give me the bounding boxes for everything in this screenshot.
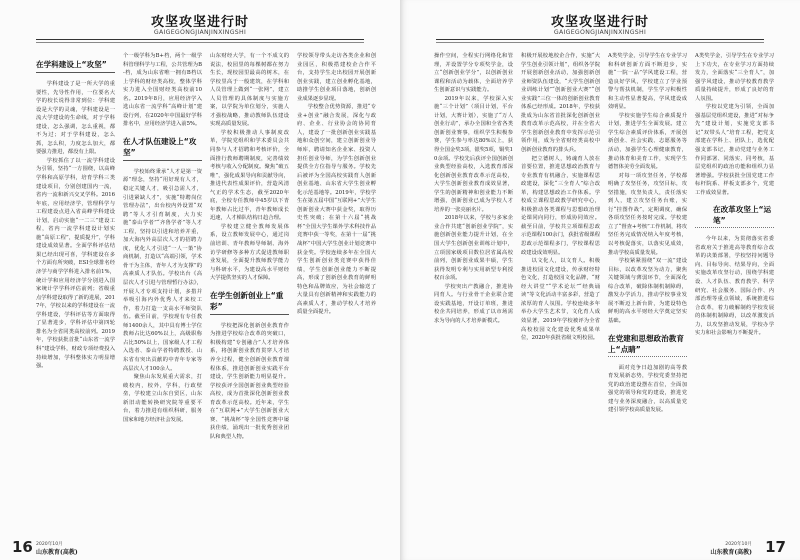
page-number: 17 <box>765 538 786 556</box>
column-4 <box>297 52 376 522</box>
page-header <box>0 8 400 50</box>
column-2 <box>123 52 202 522</box>
body-paragraph: 今年以来，为贯彻落实省委省政府关于推进高等教育综合改革的决策部署，学校坚持问题导向、目标导向、结果导向，全面实施改革攻坚行动，围绕学科建设、人才队伍、教育教学、科学研究、社会服务、国际合作、内部治理等重点领域，系统推进综合改革，着力破解制约学校发展的体制机制障碍，以改革激发活力，以攻坚推动发展，学校办学实力和社会影响力不断提升。 <box>695 236 774 337</box>
body-paragraph: 学校把深化创新创业教育作为推进学校综合改革的突破口，积极构建“专创融合”人才培养体系，将创新创业教育贯穿人才培养全过程，健全创新创业教育课程体系，推进创新创业实践平台建设，学生创新能力明显提升。学校获评全国创新创业典型经验高校，成为首批深化创新创业教育改革示范高校。近年来，学生在“互联网+”大学生创新创业大赛、“挑战杯”等全国性竞赛中屡获佳绩，涌现出一批优秀创业团队和典型人物。 <box>210 322 289 440</box>
body-paragraph: 学校紧紧围绕“双一流”建设目标，以改革攻坚为动力，聚焦关键领域与薄弱环节，全面深化综合改革，破除体制机制障碍，激发办学活力，推动学校事业发展不断迈上新台阶，为建设特色鲜明的高水平财经大学奠定坚实基础。 <box>608 258 687 324</box>
body-paragraph: 操作空间，全程实行网络化和管理，并设置学分专项奖学金，设立“创新创业学分”，以创新创业课程和活动为载体，全面培养学生创新意识与实践能力。 <box>434 53 513 94</box>
header-rule-thin <box>36 42 364 43</box>
running-header-pinyin: GAIGEGONGJIANJINXINGSHI <box>153 29 247 36</box>
body-paragraph: 学校以党建为引领，全面加强基层党组织建设，推进“对标争先”建设计划，实施党支部书记“双带头人”培育工程，把党支部建在学科上、团队上，选优配强支部书记，推动党建与业务工作同部署、同落实、同考核，基层党组织的政治功能和组织力显著增强。学校获批全国党建工作标杆院系、样板支部多个，党建工作成效显著。 <box>695 104 774 196</box>
article-columns <box>36 52 376 522</box>
column-4 <box>695 52 774 522</box>
body-paragraph: 学校抓住了以一流学科建设为引领，坚持“一方围绕，以高峰学科和高原学科，培育学科三类建设项目，分别创建国内一流，省内一流和新兴交叉学科。2016年底，应用经济学，管理科学与工程建设点进入省高峰学科建设计划，启动实施“一二三”建设工程，省内一流学科建设计划实施“高原工程”，提质提升”，学科建设成效显著。全面学科评估结果已经出现可喜，学科建设在多个方面有所突破，ESI全球排名经济学与商学学科进入排名前1%，统计学和应用经济学分别进入国家统计学学科评估前列；省级重点学科建设取得了新的进展，2017年，学校以来的学科建设在一流学科建设，学科评估等方面取得了显著进步，学科评估中第四轮排名为全省同类高校前列。2019年，学校获批首批“山东省一流学科”建设学科，财政专项经费投入持续增加，学科整体实力明显增强。 <box>36 157 115 370</box>
body-paragraph: 学校突出产教融合，推进协同育人。与行业骨干企业联合建设实践基地，开设订单班，推进校企共同培养，形成了以市场需求为导向的人才培养新模式。 <box>434 283 513 324</box>
column-3 <box>210 52 289 522</box>
section-heading-block <box>36 59 115 73</box>
section-heading: 在改革攻坚上“运笔” <box>713 205 772 226</box>
right-page <box>400 0 800 560</box>
body-paragraph: 学校整合优势资源，推进“专业+创业”融合发展，深化与政府、企业、行业协会的协同育人，建设了一批创新创业实践基地和众创空间，建立创新创业导师库，聘请知名企业家、投资人担任创业导师，为学生创新创业提供全方位指导与服务。学校先后被评为全国高校实践育人创新创业基地、山东省大学生创业孵化示范基地等。2019年，学校学生在第五届中国“互联网+”大学生创新创业大赛中获金奖，取得历史性突破；在第十六届“挑战杯”全国大学生课外学术科技作品竞赛中获一等奖，在第十一届“挑战杯”中国大学生创业计划竞赛中获金奖。学校连续多年在全国大学生创新创业类竞赛中获得佳绩，学生创新创业能力不断提高，形成了创新创业教育的鲜明特色和品牌效应，为社会输送了大量具有创新精神和实践能力的高素质人才，推动学校人才培养质量全面提升。 <box>297 104 376 316</box>
section-heading: 在学生创新创业上“重彩” <box>210 290 284 311</box>
body-paragraph: 山东财经大学，有一个不成文的说法，校园里的每棵树都在努力生长，现校园里最高的树木，在学校里高于一般建筑，在学科和人员管理上做到“一张网”，建立人员管理的具体制度与实施方案，以学院为单位划分，实施人才强校战略，推动教师队伍建设实现高质量发展。 <box>210 53 289 128</box>
body-paragraph: 面对竞争日趋加剧的高等教育发展新态势，学校党委坚持把党的政治建设摆在首位，全面加强党的领导和党的建设，推进党建与业务深度融合，以高质量党建引领学校高质量发展。 <box>608 364 687 414</box>
running-header-pinyin: GAIGEGONGJIANJINXINGSHI <box>553 29 647 36</box>
body-paragraph: 对每一项攻坚任务，学校都明确了攻坚任务，攻坚目标，攻坚措施，攻坚负责人，责任落实到人，建立攻坚任务台账，实行“挂图作战”，定期调度，确保各项攻坚任务按时完成。学校建立了“督查+考核”工作机制，将攻坚任务完成情况纳入年度考核，以考核促落实，以落实见成效，推动学校高质量发展。 <box>608 172 687 256</box>
issue-date: 2020年10月 <box>725 542 752 547</box>
section-heading: 在学科建设上“攻坚” <box>36 60 107 69</box>
running-header-title: 攻坚攻坚进行时 <box>150 15 249 30</box>
column-3 <box>608 52 687 522</box>
body-paragraph: 个一级学科为B+档，两个一级学科管理科学与工程，公共管理为B-档，成为山东省唯一拥有B档以上学科的财经类高校，整体学科实力进入全国财经类高校前10名。2019年8月，应用经济学入选山东省一流学科“高峰计划”建设行列，在2020年中国最好学科排名中，应用经济学进入前5%。 <box>123 53 202 128</box>
heading-rule <box>36 72 115 73</box>
issue-date: 2020年10月 <box>36 542 63 547</box>
column-2 <box>521 52 600 522</box>
body-paragraph: 2019年以来，学校深入实施“三个计划”（项目计划，平台计划，大赛计划），实施了“万人创业行动”，承办全国和全省各类创新创业赛事，组织学生积极参赛，学生参与率达80%以上，获得全国金奖3项，银奖5项，铜奖10余项。学校先后获评全国创新创业典型经验高校，入选教育部深化创新创业教育改革示范高校，大学生创新创业教育成效显著，学生的创新精神和创业能力不断增强，创新创业已成为学校人才培养的一张亮丽名片。 <box>434 95 513 213</box>
heading-rule <box>123 160 202 161</box>
body-paragraph: 学校积极推动人事制度改革，学院党组织和学术委员会共同参与人才招聘和考核评价，全面推行教师聘期制度，完善绩效考核与收入分配制度。聚焦“破五唯”，强化成果导向和贡献导向，推进代表性成果评价，营造风清气正的学术生态，截至2020年底，全校专任教师中45岁以下青年教师占比过半，青年教师成长迅速，人才梯队结构日趋合理。 <box>210 129 289 222</box>
heading-rule <box>608 356 687 357</box>
section-heading-block <box>210 290 289 315</box>
section-heading: 在人才队伍建设上“攻坚” <box>123 136 197 157</box>
section-heading-block <box>123 136 202 161</box>
body-paragraph: 积极开展校地校企合作，实施“大学生创业引领计划”，组织各学院开展创新创业活动，加强创新创业师资队伍建设，“大学生创新创业训练计划”“创新创业大赛”“创业实践”三位一体的创新创业教育体系已经形成。2018年，学校获批成为山东省首批深化创新创业教育改革示范高校，并在全省大学生创新创业教育中发挥示范引领作用，成为全省财经类高校中创新创业教育的排头兵。 <box>521 53 600 154</box>
magazine-name: 山东教育(高教) <box>36 549 78 556</box>
article-columns <box>434 52 774 522</box>
body-paragraph: 学校始终秉承“人才是第一资源”理念，坚持“用好现有人才，稳定关键人才，吸引急需人才，引进紧缺人才”，实施“特聘岗位管理办法”，出台校内外设置“双聘”等人才引育制度，大力实施“泰山学者”“齐鲁学者”等人才工程，坚持以引进和培养并重，加大海内外高层次人才的招聘力度，优化人才引进“一人一策”协商机制，打造以“高端引领，学术骨干为主体，青年人才为支撑”的高素质人才队伍。学校出台《高层次人才引进与管理暂行办法》，开展人才专项支持计划，多措并举吸引海内外优秀人才来校工作，着力打造一支高水平师资队伍。截至目前，学校现有专任教师1400余人，其中具有博士学位教师占比达60%以上，高级职称占比50%以上，国家级人才工程入选者、泰山学者特聘教授、山东省有突出贡献的中青年专家等高层次人才100余人。 <box>123 168 202 372</box>
section-heading-block <box>608 333 687 357</box>
page-number: 16 <box>12 538 33 556</box>
header-rule <box>36 39 364 40</box>
body-paragraph: 以文化人，以文育人。积极推进校园文化建设，传承财经特色文化，打造校园文化品牌，“财经大讲堂”“学术论坛”“经典诵读”等文化活动丰富多彩，营造了浓厚的育人氛围。学校连续多年举办大学生艺术节，文化育人成效显著，2019年学校被评为全省高校校园文化建设优秀成果单位，2020年获批省级文明校园。 <box>521 258 600 342</box>
page-header <box>400 8 800 50</box>
body-paragraph: 把立德树人，铸魂育人放在首要位置，推进思想政治教育与专业教育有机融合，实施课程思政建设，深化“三全育人”综合改革，构建思想政治工作体系。学校成立课程思政教学研究中心，积极推动各类课程与思想政治理论课同向同行，形成协同效应。截至目前，学校共立项课程思政示范课程100余门，获批省级课程思政示范课程多门，学校课程思政建设成效明显。 <box>521 155 600 256</box>
header-rule <box>436 39 764 40</box>
body-paragraph: A类奖学金，引导学生在专业学习和科研创新方面不断进步，实施“一院一品”学风建设工程，营造良好学风，学校建立了学业预警与帮扶机制，学生学习积极性和主动性显著提高，学风建设成效明显。 <box>608 53 687 111</box>
body-paragraph: 学校实施学生综合素质提升计划，推进学生全面发展。建立学生综合素质评价体系，开展创新创业、社会实践、志愿服务等活动，加强学生心理健康教育，推动体育和美育工作，实现学生德智体美劳全面发展。 <box>608 112 687 171</box>
body-paragraph: A类奖学金，引导学生在专业学习上下功夫，在专业学习方面持续发力，全面落实“三全育人”，加强学风建设，推动学校教育教学质量持续提升，形成了良好的育人氛围。 <box>695 53 774 102</box>
heading-rule <box>695 227 774 228</box>
magazine-name: 山东教育(高教) <box>710 549 752 556</box>
body-paragraph: 学科建设了是一所大学的重要性，先导性作用，一位要名大学的校长说得非常到位：学科建设是大学的灵魂，学科建设是一流大学建设的生命线，对于学科建设，怎么强调，怎么重视，都不为过；对于学科建设，怎么抓，怎么积，力度怎么加大，都要强力推进，都没有上限。 <box>36 81 115 156</box>
body-paragraph: 2018年以来，学校与多家企业合作共建“创新创业学院”，实施创新创业能力提升计划，在全国大学生创新创业训练计划中，立项国家级项目数位居省属高校前列，创新创业成果丰硕，学生获得发明专利与实用新型专利授权百余项。 <box>434 215 513 282</box>
body-paragraph: 聚焦山东发展重大需求，打破校内，校外，学科，行政壁垒，学校建立山东自贸区，山东新旧动能转换研究院等重要平台，着力推进有组织科研，服务国家和地方经济社会发展。 <box>123 374 202 423</box>
column-1 <box>434 52 513 522</box>
heading-rule <box>210 314 289 315</box>
running-header-title: 攻坚攻坚进行时 <box>550 15 649 30</box>
column-1 <box>36 52 115 522</box>
body-paragraph: 学校建立健全教师发展体系，设立教师发展中心，通过岗前培训、青年教师导师制、海外访学研修等多种方式促进教师职业发展，全面提升教师教学能力与科研水平，为建设高水平财经大学提供坚实的人才保障。 <box>210 223 289 282</box>
section-heading-block <box>695 204 774 228</box>
section-heading: 在党建和思想政治教育上“点睛” <box>608 333 684 354</box>
header-rule-thin <box>436 42 764 43</box>
body-paragraph: 学校领导带头走访各类企业和创业园区，积极搭建校企合作平台，支持学生走出校园开展创新创业实践，建立创业孵化基地，助推学生创业项目落地，创新创业成果逐步显现。 <box>297 53 376 102</box>
